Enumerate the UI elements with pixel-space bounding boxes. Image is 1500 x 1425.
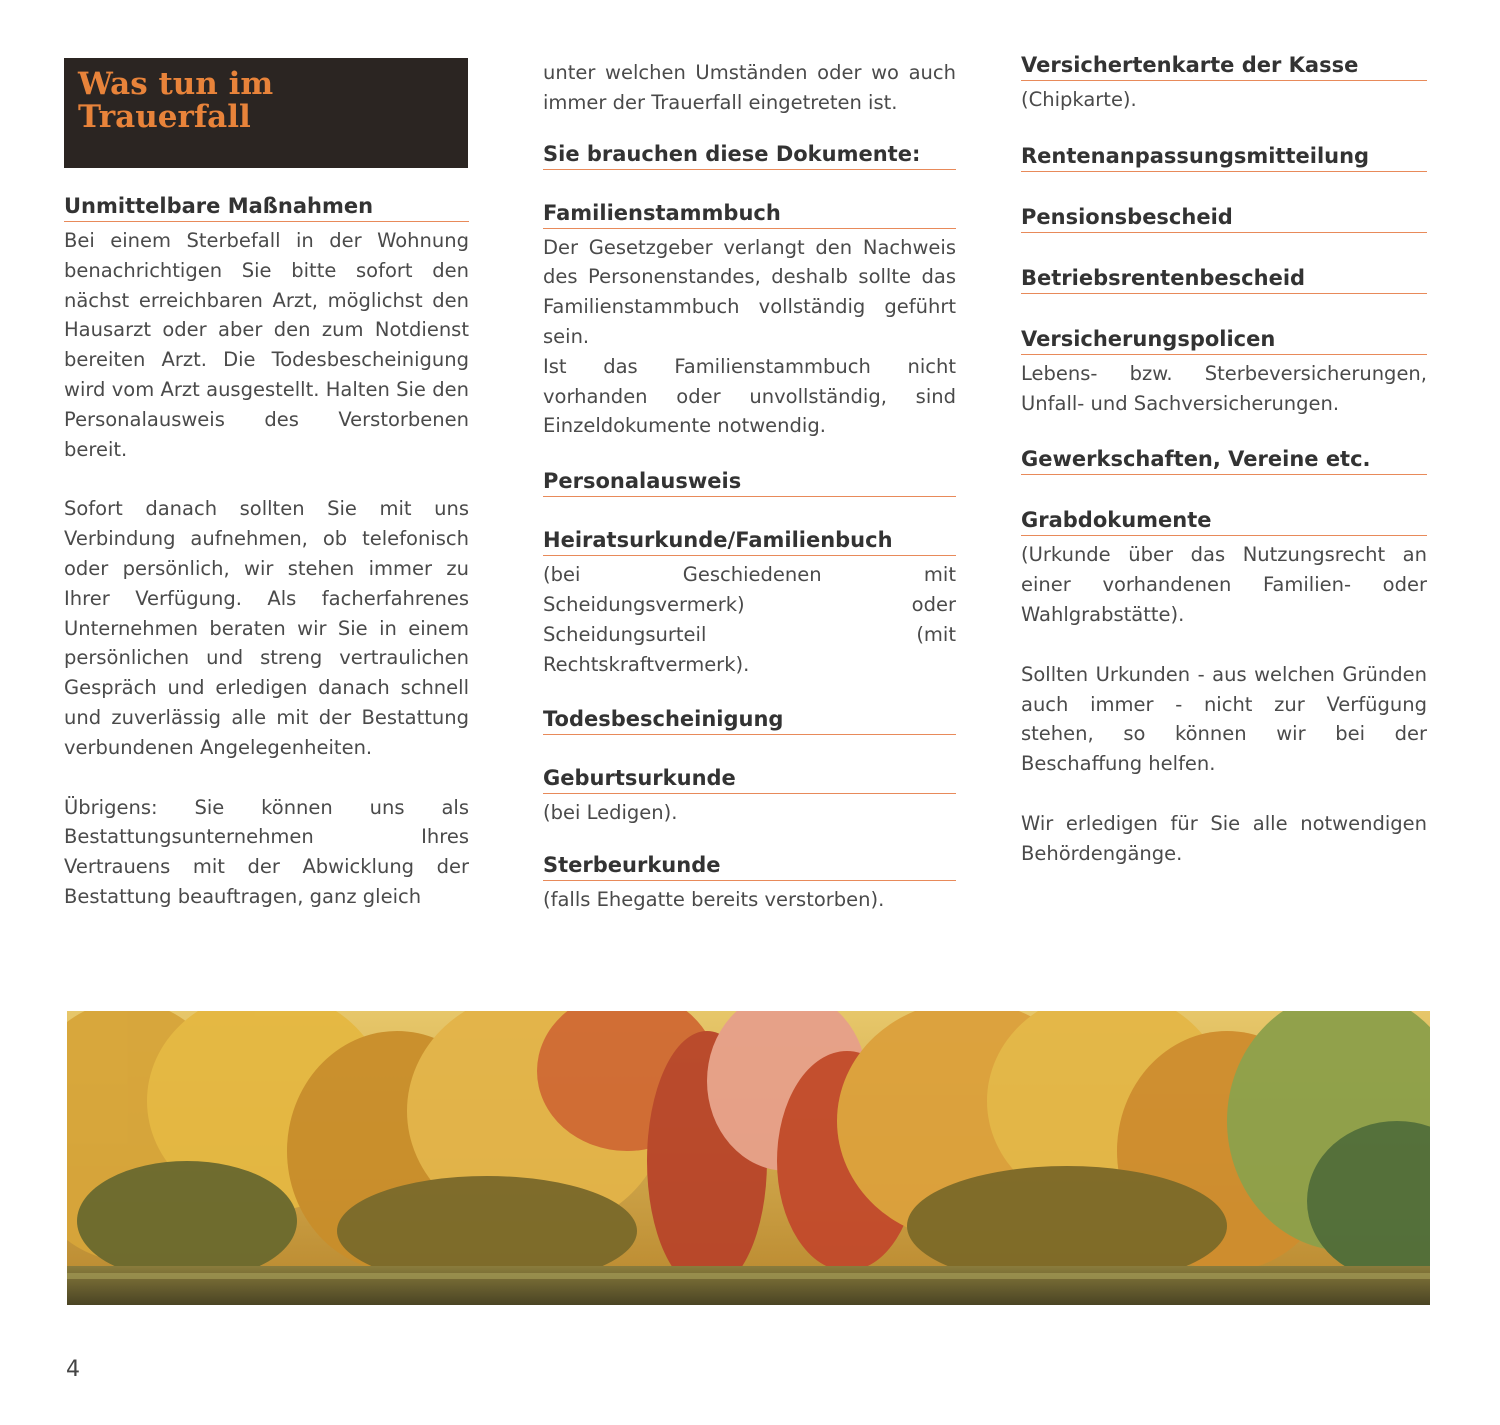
heading-sterbeurkunde: Sterbeurkunde xyxy=(543,852,956,881)
autumn-forest-photo xyxy=(67,1011,1430,1305)
page-title-box xyxy=(64,58,468,168)
heading-pensionsbescheid: Pensionsbescheid xyxy=(1021,204,1427,233)
paragraph-grabdokumente-2: Sollten Urkunden - aus welchen Gründen auch immer - nicht zur Verfügung stehen, so können wir bei der Beschaffung helfen. xyxy=(1021,662,1427,776)
paragraph-versichertenkarte: (Chipkarte). xyxy=(1021,88,1137,111)
heading-rentenanpassung: Rentenanpassungsmitteilung xyxy=(1021,143,1427,172)
paragraph-geburtsurkunde: (bei Ledigen). xyxy=(543,801,678,825)
page-title-line-2: Trauerfall xyxy=(78,99,251,135)
heading-todesbescheinigung: Todesbescheinigung xyxy=(543,706,956,735)
paragraph-heiratsurkunde: (bei Geschiedenen mit Scheidungsvermerk) oder Scheidungsurteil (mit Rechtskraftvermerk). xyxy=(543,563,956,676)
paragraph-sterbeurkunde: (falls Ehegatte bereits verstorben). xyxy=(543,888,885,912)
page-title-line-1: Was tun im xyxy=(78,66,274,102)
page-number: 4 xyxy=(66,1357,80,1382)
heading-dokumente: Sie brauchen diese Dokumente: xyxy=(543,141,956,170)
heading-versicherungspolicen: Versicherungspolicen xyxy=(1021,326,1427,355)
heading-personalausweis: Personalausweis xyxy=(543,468,956,497)
paragraph-verbindung: Sofort danach sollten Sie mit uns Verbindung aufnehmen, ob telefonisch oder persönlich, wir stehen immer zu Ihrer Verfügung. Als facherfahrenes Unternehmen beraten wir Sie in einem persönlichen und streng vertraulichen Gespräch und erledigen danach schnell und zuverlässig alle mit der Bestattung verbundenen Angelegenheiten. xyxy=(64,497,469,759)
paragraph-grabdokumente-3: Wir erledigen für Sie alle notwendigen Behördengänge. xyxy=(1021,811,1427,865)
paragraph-familienstammbuch-1: Der Gesetzgeber verlangt den Nachweis des Personenstandes, deshalb sollte das Familienstammbuch vollständig geführt sein. xyxy=(543,235,956,348)
column-left xyxy=(64,193,469,912)
heading-grabdokumente: Grabdokumente xyxy=(1021,507,1427,536)
column-middle xyxy=(543,58,956,915)
heading-betriebsrentenbescheid: Betriebsrentenbescheid xyxy=(1021,265,1427,294)
paragraph-sterbefall: Bei einem Sterbefall in der Wohnung benachrichtigen Sie bitte sofort den nächst erreichbaren Arzt, möglichst den Hausarzt oder aber den zum Notdienst bereiten Arzt. Die Todesbescheinigung wird vom Arzt ausgestellt. Halten Sie den Personalausweis des Verstorbenen bereit. xyxy=(64,229,469,461)
column-right xyxy=(1021,52,1427,869)
heading-gewerkschaften: Gewerkschaften, Vereine etc. xyxy=(1021,446,1427,475)
heading-heiratsurkunde: Heiratsurkunde/Familienbuch xyxy=(543,527,956,556)
heading-familienstammbuch: Familienstammbuch xyxy=(543,200,956,229)
paragraph-continuation: unter welchen Umständen oder wo auch immer der Trauerfall eingetreten ist. xyxy=(543,61,956,114)
heading-unmittelbare-massnahmen: Unmittelbare Maßnahmen xyxy=(64,193,469,222)
heading-geburtsurkunde: Geburtsurkunde xyxy=(543,765,956,794)
paragraph-uebrigens: Übrigens: Sie können uns als Bestattungsunternehmen Ihres Vertrauens mit der Abwicklung der Bestattung beauftragen, ganz gleich xyxy=(64,795,469,908)
paragraph-familienstammbuch-2: Ist das Familienstammbuch nicht vorhanden oder unvollständig, sind Einzeldokumente notwendig. xyxy=(543,354,956,438)
paragraph-grabdokumente-1: (Urkunde über das Nutzungsrecht an einer vorhandenen Familien- oder Wahlgrabstätte). xyxy=(1021,543,1427,626)
paragraph-versicherungspolicen: Lebens- bzw. Sterbeversicherungen, Unfall- und Sachversicherungen. xyxy=(1021,361,1427,415)
heading-versichertenkarte: Versichertenkarte der Kasse xyxy=(1021,52,1427,81)
